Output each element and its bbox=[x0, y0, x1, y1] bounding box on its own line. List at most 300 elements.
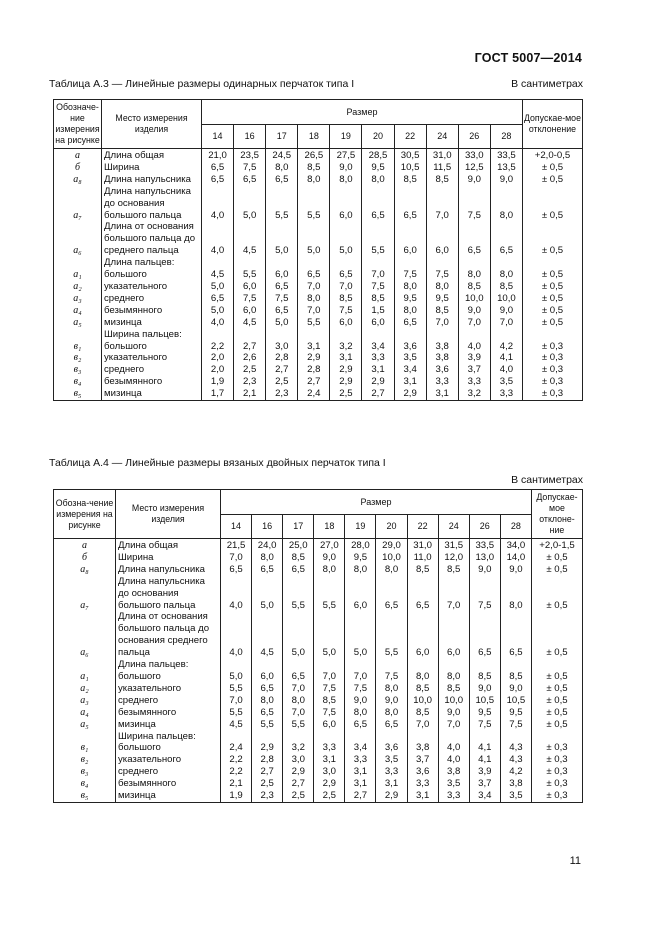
value-cell: 8,0 bbox=[266, 162, 298, 174]
value-cell: 8,0 bbox=[490, 186, 522, 222]
value-cell: 7,5 bbox=[469, 719, 500, 731]
value-cell: 26,5 bbox=[298, 149, 330, 162]
value-cell: 4,3 bbox=[500, 742, 531, 754]
value-cell: 10,0 bbox=[458, 293, 490, 305]
value-cell: 5,5 bbox=[298, 317, 330, 329]
value-cell: 2,9 bbox=[394, 388, 426, 400]
value-cell: 3,8 bbox=[438, 766, 469, 778]
value-cell: 25,0 bbox=[283, 539, 314, 552]
value-cell: 12,0 bbox=[438, 552, 469, 564]
designation-cell: б bbox=[54, 162, 102, 174]
value-cell: 7,5 bbox=[345, 683, 376, 695]
place-cell: безымянного bbox=[116, 707, 221, 719]
tolerance-cell: ± 0,5 bbox=[522, 269, 582, 281]
table-row bbox=[54, 742, 583, 754]
value-cell: 3,8 bbox=[426, 352, 458, 364]
size-header-19: 19 bbox=[345, 515, 376, 539]
value-cell: 3,1 bbox=[362, 364, 394, 376]
value-cell: 5,5 bbox=[221, 683, 252, 695]
size-header-16: 16 bbox=[234, 125, 266, 149]
table-row bbox=[54, 293, 583, 305]
value-cell: 2,9 bbox=[298, 352, 330, 364]
table-row bbox=[54, 683, 583, 695]
value-cell: 4,1 bbox=[469, 742, 500, 754]
value-cell: 3,9 bbox=[458, 352, 490, 364]
value-cell: 6,0 bbox=[362, 317, 394, 329]
value-cell: 8,0 bbox=[345, 564, 376, 576]
tolerance-cell: ± 0,5 bbox=[522, 221, 582, 257]
designation-cell: a₂ bbox=[54, 281, 102, 293]
table-row bbox=[54, 576, 583, 612]
tolerance-cell: ± 0,5 bbox=[522, 293, 582, 305]
place-cell: мизинца bbox=[116, 790, 221, 802]
designation-cell: в₂ bbox=[54, 352, 102, 364]
value-cell: 5,0 bbox=[234, 186, 266, 222]
value-cell: 8,0 bbox=[298, 293, 330, 305]
value-cell: 2,1 bbox=[221, 778, 252, 790]
value-cell: 8,5 bbox=[314, 695, 345, 707]
size-header-17: 17 bbox=[266, 125, 298, 149]
value-cell: 9,5 bbox=[362, 162, 394, 174]
value-cell: 9,0 bbox=[438, 707, 469, 719]
header-designation: Обозна-чение измерения на рисунке bbox=[54, 490, 116, 539]
place-cell: Ширина bbox=[102, 162, 202, 174]
value-cell: 8,0 bbox=[407, 671, 438, 683]
value-cell: 3,0 bbox=[266, 341, 298, 353]
designation-cell: в₂ bbox=[54, 754, 116, 766]
tolerance-cell: ± 0,5 bbox=[531, 564, 582, 576]
value-cell bbox=[266, 257, 298, 269]
value-cell: 5,5 bbox=[314, 576, 345, 612]
place-cell: мизинца bbox=[116, 719, 221, 731]
value-cell: 5,0 bbox=[298, 221, 330, 257]
value-cell: 1,9 bbox=[202, 376, 234, 388]
value-cell: 9,0 bbox=[458, 305, 490, 317]
place-cell: Ширина bbox=[116, 552, 221, 564]
place-cell: Ширина пальцев: bbox=[102, 329, 202, 341]
value-cell: 4,0 bbox=[202, 317, 234, 329]
tolerance-cell: ± 0,5 bbox=[531, 707, 582, 719]
value-cell: 3,1 bbox=[407, 790, 438, 802]
value-cell: 4,0 bbox=[202, 186, 234, 222]
value-cell: 7,0 bbox=[298, 305, 330, 317]
value-cell: 8,5 bbox=[407, 707, 438, 719]
value-cell: 10,5 bbox=[394, 162, 426, 174]
value-cell bbox=[426, 329, 458, 341]
value-cell: 6,5 bbox=[330, 269, 362, 281]
value-cell: 5,0 bbox=[266, 221, 298, 257]
value-cell: 8,5 bbox=[438, 564, 469, 576]
value-cell: 8,0 bbox=[252, 552, 283, 564]
value-cell: 23,5 bbox=[234, 149, 266, 162]
value-cell: 1,9 bbox=[221, 790, 252, 802]
value-cell: 3,1 bbox=[314, 754, 345, 766]
value-cell: 9,0 bbox=[458, 174, 490, 186]
value-cell: 2,7 bbox=[252, 766, 283, 778]
value-cell: 2,7 bbox=[362, 388, 394, 400]
designation-cell: a₇ bbox=[54, 186, 102, 222]
value-cell: 3,1 bbox=[376, 778, 407, 790]
designation-cell: a bbox=[54, 539, 116, 552]
designation-cell: a₅ bbox=[54, 317, 102, 329]
value-cell: 2,9 bbox=[376, 790, 407, 802]
value-cell: 4,5 bbox=[221, 719, 252, 731]
value-cell bbox=[458, 257, 490, 269]
value-cell bbox=[345, 659, 376, 671]
place-cell: указательного bbox=[102, 352, 202, 364]
value-cell: 8,5 bbox=[438, 683, 469, 695]
value-cell: 4,3 bbox=[500, 754, 531, 766]
value-cell: 13,5 bbox=[490, 162, 522, 174]
value-cell: 6,0 bbox=[407, 611, 438, 659]
page-number: 11 bbox=[569, 855, 581, 867]
value-cell: 3,7 bbox=[407, 754, 438, 766]
value-cell: 3,3 bbox=[490, 388, 522, 400]
value-cell bbox=[438, 731, 469, 743]
value-cell bbox=[362, 329, 394, 341]
designation-cell: a₃ bbox=[54, 293, 102, 305]
table-row bbox=[54, 552, 583, 564]
value-cell: 6,5 bbox=[362, 186, 394, 222]
designation-cell: в₁ bbox=[54, 341, 102, 353]
tolerance-cell: ± 0,5 bbox=[522, 281, 582, 293]
header-tolerance: Допускае-мое отклоне-ние bbox=[531, 490, 582, 539]
value-cell: 2,9 bbox=[283, 766, 314, 778]
table-row bbox=[54, 659, 583, 671]
place-cell: Длина пальцев: bbox=[116, 659, 221, 671]
designation-cell: a₁ bbox=[54, 671, 116, 683]
value-cell: 3,5 bbox=[490, 376, 522, 388]
place-cell: безымянного bbox=[116, 778, 221, 790]
value-cell: 7,0 bbox=[438, 576, 469, 612]
value-cell: 3,3 bbox=[362, 352, 394, 364]
value-cell: 6,5 bbox=[283, 564, 314, 576]
value-cell: 3,2 bbox=[283, 742, 314, 754]
value-cell: 4,2 bbox=[490, 341, 522, 353]
value-cell: 4,0 bbox=[458, 341, 490, 353]
value-cell: 9,0 bbox=[330, 162, 362, 174]
value-cell: 3,7 bbox=[469, 778, 500, 790]
value-cell: 3,1 bbox=[345, 766, 376, 778]
tolerance-cell bbox=[531, 659, 582, 671]
value-cell: 6,0 bbox=[345, 576, 376, 612]
standard-number: ГОСТ 5007—2014 bbox=[474, 51, 582, 65]
value-cell: 8,5 bbox=[283, 552, 314, 564]
value-cell: 5,5 bbox=[298, 186, 330, 222]
value-cell: 3,3 bbox=[458, 376, 490, 388]
value-cell: 5,5 bbox=[252, 719, 283, 731]
value-cell: 4,2 bbox=[500, 766, 531, 778]
value-cell: 8,5 bbox=[458, 281, 490, 293]
designation-cell: в₄ bbox=[54, 376, 102, 388]
value-cell: 9,0 bbox=[490, 305, 522, 317]
value-cell: 6,5 bbox=[407, 576, 438, 612]
size-header-17: 17 bbox=[283, 515, 314, 539]
value-cell bbox=[252, 731, 283, 743]
value-cell: 2,4 bbox=[298, 388, 330, 400]
value-cell: 2,7 bbox=[298, 376, 330, 388]
tolerance-cell: ± 0,5 bbox=[531, 719, 582, 731]
value-cell: 2,9 bbox=[314, 778, 345, 790]
table-row bbox=[54, 790, 583, 802]
value-cell: 4,5 bbox=[234, 221, 266, 257]
value-cell: 6,5 bbox=[394, 186, 426, 222]
value-cell: 5,5 bbox=[266, 186, 298, 222]
value-cell: 2,8 bbox=[252, 754, 283, 766]
place-cell: большого bbox=[116, 671, 221, 683]
value-cell bbox=[283, 659, 314, 671]
value-cell: 4,5 bbox=[252, 611, 283, 659]
table-row bbox=[54, 707, 583, 719]
value-cell: 9,0 bbox=[469, 564, 500, 576]
value-cell bbox=[394, 329, 426, 341]
tolerance-cell: ± 0,3 bbox=[531, 790, 582, 802]
value-cell: 2,8 bbox=[298, 364, 330, 376]
designation-cell: в₅ bbox=[54, 388, 102, 400]
value-cell bbox=[202, 257, 234, 269]
value-cell: 4,5 bbox=[202, 269, 234, 281]
value-cell: 5,5 bbox=[234, 269, 266, 281]
value-cell: 7,5 bbox=[234, 293, 266, 305]
place-cell: Длина напульсника bbox=[116, 564, 221, 576]
value-cell: 6,0 bbox=[394, 221, 426, 257]
place-cell: Ширина пальцев: bbox=[116, 731, 221, 743]
value-cell: 2,2 bbox=[221, 754, 252, 766]
place-cell: среднего bbox=[102, 364, 202, 376]
value-cell: 5,5 bbox=[376, 611, 407, 659]
value-cell: 8,0 bbox=[376, 707, 407, 719]
tolerance-cell bbox=[531, 731, 582, 743]
value-cell: 7,0 bbox=[314, 671, 345, 683]
designation-cell: a₂ bbox=[54, 683, 116, 695]
value-cell bbox=[458, 329, 490, 341]
designation-cell: в₅ bbox=[54, 790, 116, 802]
value-cell: 5,0 bbox=[202, 281, 234, 293]
size-header-26: 26 bbox=[469, 515, 500, 539]
value-cell: 3,5 bbox=[500, 790, 531, 802]
value-cell: 7,0 bbox=[330, 281, 362, 293]
designation-cell: a₃ bbox=[54, 695, 116, 707]
tolerance-cell: ± 0,5 bbox=[522, 317, 582, 329]
value-cell: 27,5 bbox=[330, 149, 362, 162]
value-cell: 2,0 bbox=[202, 352, 234, 364]
table-a4-units: В сантиметрах bbox=[511, 474, 583, 486]
header-size: Размер bbox=[221, 490, 532, 515]
value-cell: 12,5 bbox=[458, 162, 490, 174]
table-row bbox=[54, 162, 583, 174]
designation-cell: в₄ bbox=[54, 778, 116, 790]
value-cell: 8,5 bbox=[407, 683, 438, 695]
value-cell: 6,5 bbox=[490, 221, 522, 257]
value-cell: 7,5 bbox=[266, 293, 298, 305]
value-cell: 24,0 bbox=[252, 539, 283, 552]
tolerance-cell: ± 0,3 bbox=[531, 742, 582, 754]
place-cell: Длина от основания большого пальца до основания среднего пальца bbox=[116, 611, 221, 659]
size-header-20: 20 bbox=[376, 515, 407, 539]
designation-cell: a₇ bbox=[54, 576, 116, 612]
table-row bbox=[54, 174, 583, 186]
value-cell: 3,0 bbox=[314, 766, 345, 778]
value-cell: 3,8 bbox=[500, 778, 531, 790]
value-cell: 3,7 bbox=[458, 364, 490, 376]
value-cell: 3,6 bbox=[426, 364, 458, 376]
value-cell: 2,9 bbox=[330, 364, 362, 376]
value-cell: 3,2 bbox=[458, 388, 490, 400]
value-cell bbox=[426, 257, 458, 269]
value-cell: 2,4 bbox=[221, 742, 252, 754]
value-cell: 5,0 bbox=[266, 317, 298, 329]
tolerance-cell: ± 0,5 bbox=[531, 671, 582, 683]
value-cell: 28,5 bbox=[362, 149, 394, 162]
size-header-28: 28 bbox=[490, 125, 522, 149]
value-cell bbox=[252, 659, 283, 671]
value-cell bbox=[438, 659, 469, 671]
designation-cell bbox=[54, 329, 102, 341]
value-cell: 7,5 bbox=[314, 683, 345, 695]
value-cell: 33,5 bbox=[490, 149, 522, 162]
tolerance-cell: ± 0,5 bbox=[531, 552, 582, 564]
designation-cell bbox=[54, 659, 116, 671]
tolerance-cell: ± 0,3 bbox=[531, 778, 582, 790]
value-cell: 9,0 bbox=[500, 564, 531, 576]
value-cell: 3,5 bbox=[438, 778, 469, 790]
value-cell: 8,0 bbox=[345, 707, 376, 719]
value-cell: 2,2 bbox=[221, 766, 252, 778]
value-cell: 27,0 bbox=[314, 539, 345, 552]
value-cell: 7,5 bbox=[394, 269, 426, 281]
tolerance-cell: ± 0,5 bbox=[531, 611, 582, 659]
tolerance-cell: ± 0,3 bbox=[522, 376, 582, 388]
size-header-19: 19 bbox=[330, 125, 362, 149]
value-cell bbox=[330, 329, 362, 341]
table-row bbox=[54, 539, 583, 552]
header-place: Место измерения изделия bbox=[116, 490, 221, 539]
value-cell: 34,0 bbox=[500, 539, 531, 552]
value-cell: 2,9 bbox=[330, 376, 362, 388]
value-cell: 2,3 bbox=[252, 790, 283, 802]
designation-cell: в₃ bbox=[54, 766, 116, 778]
header-size: Размер bbox=[202, 100, 523, 125]
value-cell: 31,0 bbox=[426, 149, 458, 162]
value-cell: 7,5 bbox=[314, 707, 345, 719]
value-cell: 8,5 bbox=[490, 281, 522, 293]
table-row bbox=[54, 388, 583, 400]
value-cell: 4,0 bbox=[490, 364, 522, 376]
value-cell bbox=[221, 731, 252, 743]
tolerance-cell: ± 0,3 bbox=[531, 754, 582, 766]
value-cell: 7,0 bbox=[221, 552, 252, 564]
designation-cell bbox=[54, 731, 116, 743]
value-cell: 6,5 bbox=[234, 174, 266, 186]
value-cell bbox=[266, 329, 298, 341]
value-cell: 3,1 bbox=[330, 352, 362, 364]
value-cell: 3,4 bbox=[362, 341, 394, 353]
tolerance-cell: ± 0,3 bbox=[531, 766, 582, 778]
value-cell: 21,0 bbox=[202, 149, 234, 162]
size-header-20: 20 bbox=[362, 125, 394, 149]
value-cell: 9,0 bbox=[469, 683, 500, 695]
table-row bbox=[54, 766, 583, 778]
value-cell: 11,5 bbox=[426, 162, 458, 174]
value-cell: 6,5 bbox=[469, 611, 500, 659]
tolerance-cell: ± 0,5 bbox=[531, 695, 582, 707]
value-cell: 4,5 bbox=[234, 317, 266, 329]
place-cell: указательного bbox=[116, 754, 221, 766]
value-cell: 6,5 bbox=[202, 174, 234, 186]
size-header-26: 26 bbox=[458, 125, 490, 149]
tolerance-cell: ± 0,5 bbox=[522, 305, 582, 317]
value-cell: 5,5 bbox=[221, 707, 252, 719]
designation-cell: a bbox=[54, 149, 102, 162]
value-cell: 2,7 bbox=[345, 790, 376, 802]
value-cell: 10,0 bbox=[407, 695, 438, 707]
value-cell: 3,3 bbox=[438, 790, 469, 802]
value-cell: 2,3 bbox=[266, 388, 298, 400]
size-header-24: 24 bbox=[438, 515, 469, 539]
value-cell: 3,1 bbox=[298, 341, 330, 353]
designation-cell: б bbox=[54, 552, 116, 564]
table-a3-caption: Таблица А.3 — Линейные размеры одинарных перчаток типа I bbox=[49, 78, 355, 90]
value-cell: 3,6 bbox=[376, 742, 407, 754]
table-row bbox=[54, 317, 583, 329]
place-cell: большого bbox=[116, 742, 221, 754]
value-cell: 9,5 bbox=[426, 293, 458, 305]
size-header-14: 14 bbox=[202, 125, 234, 149]
table-row bbox=[54, 364, 583, 376]
place-cell: среднего bbox=[116, 695, 221, 707]
value-cell: 29,0 bbox=[376, 539, 407, 552]
value-cell: 6,5 bbox=[266, 174, 298, 186]
designation-cell: a₁ bbox=[54, 269, 102, 281]
value-cell: 3,5 bbox=[394, 352, 426, 364]
value-cell: 7,5 bbox=[500, 719, 531, 731]
value-cell: 7,0 bbox=[490, 317, 522, 329]
table-row bbox=[54, 671, 583, 683]
value-cell: 8,5 bbox=[330, 293, 362, 305]
value-cell: 3,4 bbox=[469, 790, 500, 802]
value-cell bbox=[298, 257, 330, 269]
value-cell bbox=[314, 731, 345, 743]
designation-cell: a₄ bbox=[54, 707, 116, 719]
header-place: Место измерения изделия bbox=[102, 100, 202, 149]
value-cell: 1,5 bbox=[362, 305, 394, 317]
table-row bbox=[54, 352, 583, 364]
value-cell bbox=[234, 257, 266, 269]
value-cell: 4,0 bbox=[221, 576, 252, 612]
tolerance-cell: ± 0,5 bbox=[522, 162, 582, 174]
value-cell bbox=[490, 257, 522, 269]
value-cell bbox=[490, 329, 522, 341]
table-row bbox=[54, 376, 583, 388]
value-cell: 3,8 bbox=[407, 742, 438, 754]
value-cell: 3,8 bbox=[426, 341, 458, 353]
value-cell bbox=[500, 659, 531, 671]
value-cell: 7,5 bbox=[426, 269, 458, 281]
value-cell: 13,0 bbox=[469, 552, 500, 564]
tolerance-cell bbox=[522, 329, 582, 341]
place-cell: среднего bbox=[102, 293, 202, 305]
value-cell: 33,5 bbox=[469, 539, 500, 552]
value-cell: 7,5 bbox=[362, 281, 394, 293]
value-cell: 33,0 bbox=[458, 149, 490, 162]
value-cell: 9,5 bbox=[469, 707, 500, 719]
table-row bbox=[54, 305, 583, 317]
table-row bbox=[54, 281, 583, 293]
size-header-18: 18 bbox=[298, 125, 330, 149]
table-row bbox=[54, 695, 583, 707]
place-cell: мизинца bbox=[102, 317, 202, 329]
value-cell: 6,5 bbox=[376, 576, 407, 612]
